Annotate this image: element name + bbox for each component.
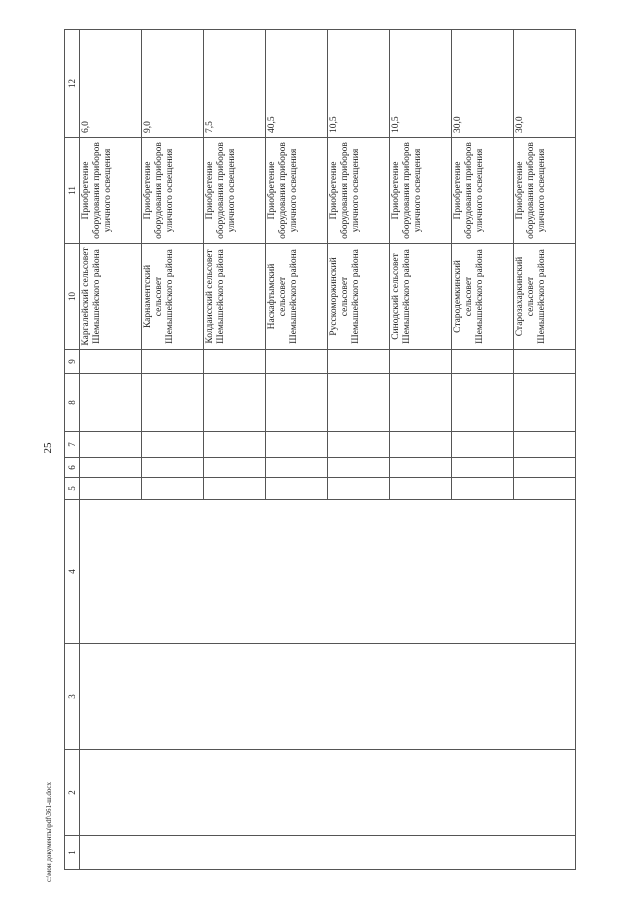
cell-amount: 10,5 — [390, 30, 452, 138]
cell-col5 — [514, 478, 576, 500]
cell-col9 — [204, 350, 266, 374]
cell-council: Синодский сельсовет Шемышейского района — [390, 244, 452, 350]
cell-amount: 7,5 — [204, 30, 266, 138]
cell-col7 — [80, 432, 142, 458]
cell-col6 — [390, 458, 452, 478]
cell-col7 — [204, 432, 266, 458]
table-row — [80, 30, 142, 870]
cell-col7 — [328, 432, 390, 458]
cell-col8 — [266, 374, 328, 432]
cell-col6 — [204, 458, 266, 478]
cell-col5 — [142, 478, 204, 500]
cell-col6 — [452, 458, 514, 478]
cell-purpose: Приобретение оборудования приборов уличного освещения — [328, 138, 390, 244]
cell-col8 — [142, 374, 204, 432]
cell-purpose: Приобретение оборудования приборов уличного освещения — [514, 138, 576, 244]
cell-col7 — [452, 432, 514, 458]
cell-purpose: Приобретение оборудования приборов уличного освещения — [204, 138, 266, 244]
cell-purpose: Приобретение оборудования приборов уличного освещения — [142, 138, 204, 244]
cell-col8 — [514, 374, 576, 432]
column-header: 1 — [65, 836, 80, 870]
cell-col9 — [328, 350, 390, 374]
cell-col3 — [80, 644, 576, 750]
cell-council: Карнаментский сельсовет Шемышейского района — [142, 244, 204, 350]
cell-col6 — [328, 458, 390, 478]
cell-purpose: Приобретение оборудования приборов уличного освещения — [80, 138, 142, 244]
cell-col8 — [204, 374, 266, 432]
cell-col7 — [514, 432, 576, 458]
rotated-table-container — [64, 30, 576, 870]
cell-council: Наскафтымский сельсовет Шемышейского района — [266, 244, 328, 350]
column-header: 7 — [65, 432, 80, 458]
column-header: 10 — [65, 244, 80, 350]
column-header: 3 — [65, 644, 80, 750]
cell-col5 — [452, 478, 514, 500]
cell-col1 — [80, 836, 576, 870]
cell-purpose: Приобретение оборудования приборов уличного освещения — [452, 138, 514, 244]
column-header: 2 — [65, 750, 80, 836]
cell-col5 — [204, 478, 266, 500]
data-table — [64, 29, 576, 870]
cell-col2 — [80, 750, 576, 836]
cell-col9 — [452, 350, 514, 374]
cell-col9 — [80, 350, 142, 374]
cell-council: Колдаисский сельсовет Шемышейского района — [204, 244, 266, 350]
cell-purpose: Приобретение оборудования приборов уличного освещения — [266, 138, 328, 244]
column-header: 9 — [65, 350, 80, 374]
cell-col8 — [390, 374, 452, 432]
column-header: 11 — [65, 138, 80, 244]
cell-col5 — [266, 478, 328, 500]
cell-col9 — [266, 350, 328, 374]
cell-col8 — [452, 374, 514, 432]
page-number: 25 — [42, 442, 54, 454]
cell-col7 — [142, 432, 204, 458]
cell-col6 — [266, 458, 328, 478]
cell-col4 — [80, 500, 576, 644]
column-header: 5 — [65, 478, 80, 500]
header-row — [65, 30, 80, 870]
cell-council: Стародемкинский сельсовет Шемышейского района — [452, 244, 514, 350]
cell-col5 — [390, 478, 452, 500]
footer-path-text: c:\мои документы\pdf\361-ш.docx — [45, 781, 53, 882]
cell-col6 — [80, 458, 142, 478]
cell-amount: 6,0 — [80, 30, 142, 138]
cell-council: Русскоморжинский сельсовет Шемышейского района — [328, 244, 390, 350]
column-header: 6 — [65, 458, 80, 478]
cell-col9 — [142, 350, 204, 374]
column-header: 8 — [65, 374, 80, 432]
cell-amount: 10,5 — [328, 30, 390, 138]
cell-purpose: Приобретение оборудования приборов уличного освещения — [390, 138, 452, 244]
cell-col5 — [80, 478, 142, 500]
cell-amount: 30,0 — [514, 30, 576, 138]
cell-amount: 9,0 — [142, 30, 204, 138]
cell-col5 — [328, 478, 390, 500]
cell-col9 — [514, 350, 576, 374]
cell-amount: 40,5 — [266, 30, 328, 138]
cell-amount: 30,0 — [452, 30, 514, 138]
cell-col6 — [514, 458, 576, 478]
cell-col7 — [390, 432, 452, 458]
column-header: 4 — [65, 500, 80, 644]
cell-col6 — [142, 458, 204, 478]
column-header: 12 — [65, 30, 80, 138]
cell-col7 — [266, 432, 328, 458]
cell-col8 — [80, 374, 142, 432]
cell-council: Старозахаркинский сельсовет Шемышейского района — [514, 244, 576, 350]
cell-col9 — [390, 350, 452, 374]
cell-col8 — [328, 374, 390, 432]
cell-council: Каргалейский сельсовет Шемышейского района — [80, 244, 142, 350]
